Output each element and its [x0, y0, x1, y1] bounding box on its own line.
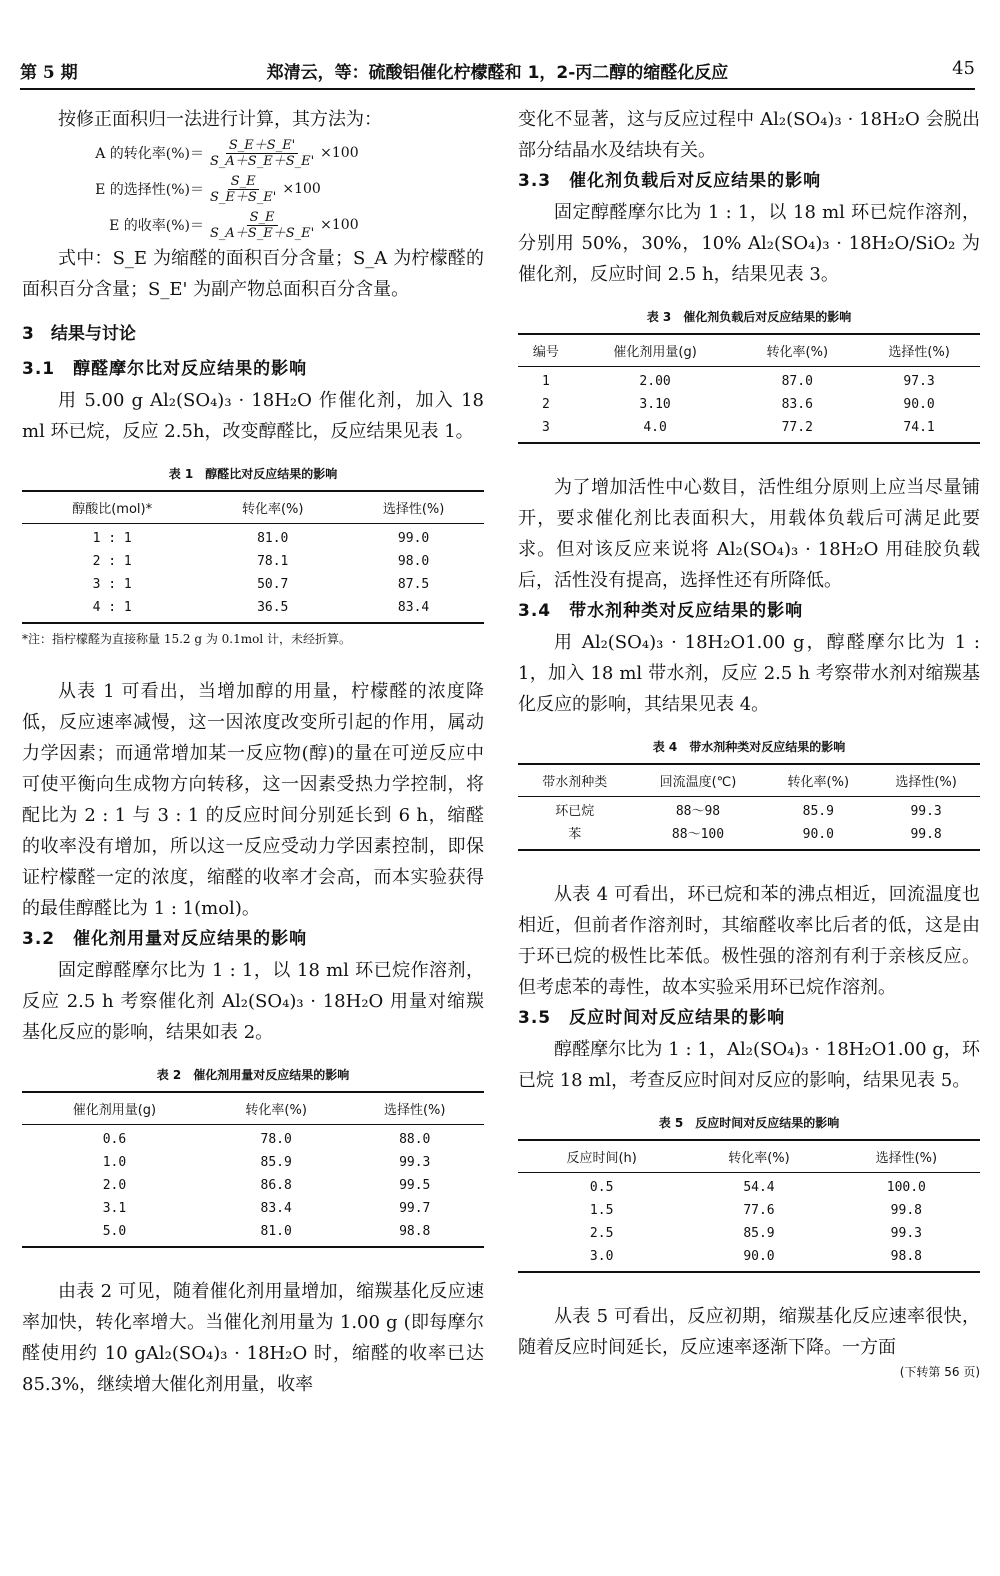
table-caption: 表 2 催化剂用量对反应结果的影响: [156, 1068, 350, 1082]
body-paragraph: 为了增加活性中心数目，活性组分原则上应当尽量铺开，要求催化剂比表面积大，用载体负载后可满足此要求。但对该反应来说将 Al₂(SO₄)₃ · 18H₂O 用硅胶负载后，活性没有提高，选择性还有所降低。: [518, 477, 980, 591]
left-column: [22, 104, 484, 1400]
table-header: 转化率(%): [736, 334, 858, 367]
table-5: [518, 1139, 980, 1273]
table-row: 2.0 86.8 99.5: [102, 1178, 431, 1193]
page-number: 45: [952, 58, 975, 79]
table-caption: 表 3 催化剂负载后对反应结果的影响: [646, 310, 852, 324]
table-header: 转化率(%): [207, 1092, 346, 1125]
body-paragraph: 从表 1 可看出，当增加醇的用量，柠檬醛的浓度降低，反应速率减慢，这一因浓度改变所引起的作用，属动力学因素；而通常增加某一反应物(醇)的量在可逆反应中可使平衡向生成物方向转移，这一因素受热力学控制，将配比为 2 : 1 与 3 : 1 的反应时间分别延长到 6 h，缩醛的收率没有增加，所以这一反应受动力学因素控制，即保证柠檬醛一定的浓度，缩醛的收率才会高，而本实验获得的最佳醇醛比为 1 : 1(mol)。: [22, 681, 484, 919]
body-paragraph: 用 Al₂(SO₄)₃ · 18H₂O1.00 g，醇醛摩尔比为 1 : 1，加入 18 ml 带水剂，反应 2.5 h 考察带水剂对缩羰基化反应的影响，其结果见表 4。: [518, 632, 980, 715]
formula-yield: E 的收率(%)＝ $\frac{S\_E}{S\_A+S\_E+S\_E'}$ ×100: [109, 209, 359, 241]
table-1: [22, 490, 484, 624]
table-header: 选择性(%): [833, 1140, 980, 1173]
table-row: 3 : 1 50.7 87.5: [92, 577, 430, 592]
table-caption: 表 1 醇醛比对反应结果的影响: [168, 467, 338, 481]
issue-number: 第 5 期: [20, 63, 78, 83]
body-paragraph: 固定醇醛摩尔比为 1 : 1，以 18 ml 环已烷作溶剂，分别用 50%，30%，10% Al₂(SO₄)₃ · 18H₂O/SiO₂ 为催化剂，反应时间 2.5 h，结果见表 3。: [518, 202, 980, 285]
table-header: 带水剂种类: [518, 764, 632, 797]
table-row: 0.6 78.0 88.0: [102, 1132, 431, 1147]
table-row: 环已烷 88～98 85.9 99.3: [555, 804, 942, 819]
body-paragraph: 醇醛摩尔比为 1 : 1，Al₂(SO₄)₃ · 18H₂O1.00 g，环已烷 18 ml，考查反应时间对反应的影响，结果见表 5。: [518, 1039, 980, 1091]
table-row: 1 : 1 81.0 99.0: [92, 531, 430, 546]
table-header: 醇酸比(mol)*: [22, 491, 202, 524]
table-header: 反应时间(h): [518, 1140, 685, 1173]
subsection-heading: 3.3 催化剂负载后对反应结果的影响: [518, 171, 822, 191]
continued-note: (下转第 56 页): [899, 1365, 980, 1379]
table-row: 2.5 85.9 99.3: [589, 1226, 922, 1241]
table-header: 催化剂用量(g): [574, 334, 737, 367]
table-4: [518, 763, 980, 851]
body-paragraph: 用 5.00 g Al₂(SO₄)₃ · 18H₂O 作催化剂，加入 18 ml 环已烷，反应 2.5h，改变醇醛比，反应结果见表 1。: [22, 390, 484, 442]
table-row: 3.0 90.0 98.8: [518, 1245, 980, 1272]
subsection-heading: 3.1 醇醛摩尔比对反应结果的影响: [22, 359, 308, 379]
formula-conversion: A 的转化率(%)＝ $\frac{S\_E+S\_E'}{S\_A+S\_E+S\_E'}$ ×100: [95, 137, 359, 169]
running-title: 郑清云，等：硫酸铝催化柠檬醛和 1，2-丙二醇的缩醛化反应: [266, 63, 729, 83]
formula-selectivity: E 的选择性(%)＝ $\frac{S\_E}{S\_E+S\_E'}$ ×100: [95, 173, 321, 205]
table-header: 转化率(%): [685, 1140, 832, 1173]
header-rule: [20, 88, 975, 90]
body-paragraph: 变化不显著，这与反应过程中 Al₂(SO₄)₃ · 18H₂O 会脱出部分结晶水及结块有关。: [518, 109, 980, 161]
where-paragraph: 式中：S_E 为缩醛的面积百分含量；S_A 为柠檬醛的面积百分含量；S_E' 为副产物总面积百分含量。: [22, 248, 484, 300]
method-paragraph: 按修正面积归一法进行计算，其方法为：: [58, 109, 382, 130]
table-row: 2 : 1 78.1 98.0: [92, 554, 430, 569]
table-caption: 表 5 反应时间对反应结果的影响: [658, 1116, 840, 1130]
table-row: 1.0 85.9 99.3: [102, 1155, 431, 1170]
subsection-heading: 3.5 反应时间对反应结果的影响: [518, 1008, 786, 1028]
table-row: 4 : 1 36.5 83.4: [22, 596, 484, 623]
table-caption: 表 4 带水剂种类对反应结果的影响: [652, 740, 846, 754]
table-row: 苯 88～100 90.0 99.8: [518, 823, 980, 850]
table-header: 回流温度(℃): [632, 764, 765, 797]
table-note: *注：指柠檬醛为直接称量 15.2 g 为 0.1mol 计，未经折算。: [22, 632, 351, 646]
table-row: 1 2.00 87.0 97.3: [541, 374, 935, 389]
table-row: 0.5 54.4 100.0: [589, 1180, 926, 1195]
table-header: 催化剂用量(g): [22, 1092, 207, 1125]
subsection-heading: 3.2 催化剂用量对反应结果的影响: [22, 929, 308, 949]
table-row: 5.0 81.0 98.8: [22, 1220, 484, 1247]
body-paragraph: 从表 5 可看出，反应初期，缩羰基化反应速率很快，随着反应时间延长，反应速率逐渐下降。一方面: [518, 1306, 980, 1358]
table-row: 3.1 83.4 99.7: [102, 1201, 431, 1216]
table-header: 转化率(%): [764, 764, 872, 797]
body-paragraph: 从表 4 可看出，环已烷和苯的沸点相近，回流温度也相近，但前者作溶剂时，其缩醛收率比后者的低，这是由于环已烷的极性比苯低。极性强的溶剂有利于亲核反应。但考虑苯的毒性，故本实验采用环已烷作溶剂。: [518, 884, 980, 998]
table-header: 选择性(%): [872, 764, 980, 797]
table-header: 编号: [518, 334, 574, 367]
table-3: [518, 333, 980, 444]
body-paragraph: 固定醇醛摩尔比为 1 : 1，以 18 ml 环已烷作溶剂，反应 2.5 h 考察催化剂 Al₂(SO₄)₃ · 18H₂O 用量对缩羰基化反应的影响，结果如表 2。: [22, 960, 484, 1043]
table-header: 选择性(%): [858, 334, 980, 367]
table-header: 选择性(%): [343, 491, 484, 524]
running-header: [20, 58, 975, 88]
table-row: 3 4.0 77.2 74.1: [518, 416, 980, 443]
table-row: 2 3.10 83.6 90.0: [541, 397, 935, 412]
table-row: 1.5 77.6 99.8: [589, 1203, 922, 1218]
section-heading: 3 结果与讨论: [22, 324, 136, 344]
table-2: [22, 1091, 484, 1248]
body-paragraph: 由表 2 可见，随着催化剂用量增加，缩羰基化反应速率加快，转化率增大。当催化剂用量为 1.00 g (即每摩尔醛使用约 10 gAl₂(SO₄)₃ · 18H₂O 时，缩醛的收率已达 85.3%，继续增大催化剂用量，收率: [22, 1281, 484, 1395]
table-header: 转化率(%): [202, 491, 343, 524]
table-header: 选择性(%): [345, 1092, 484, 1125]
right-column: [518, 104, 980, 1380]
subsection-heading: 3.4 带水剂种类对反应结果的影响: [518, 601, 804, 621]
